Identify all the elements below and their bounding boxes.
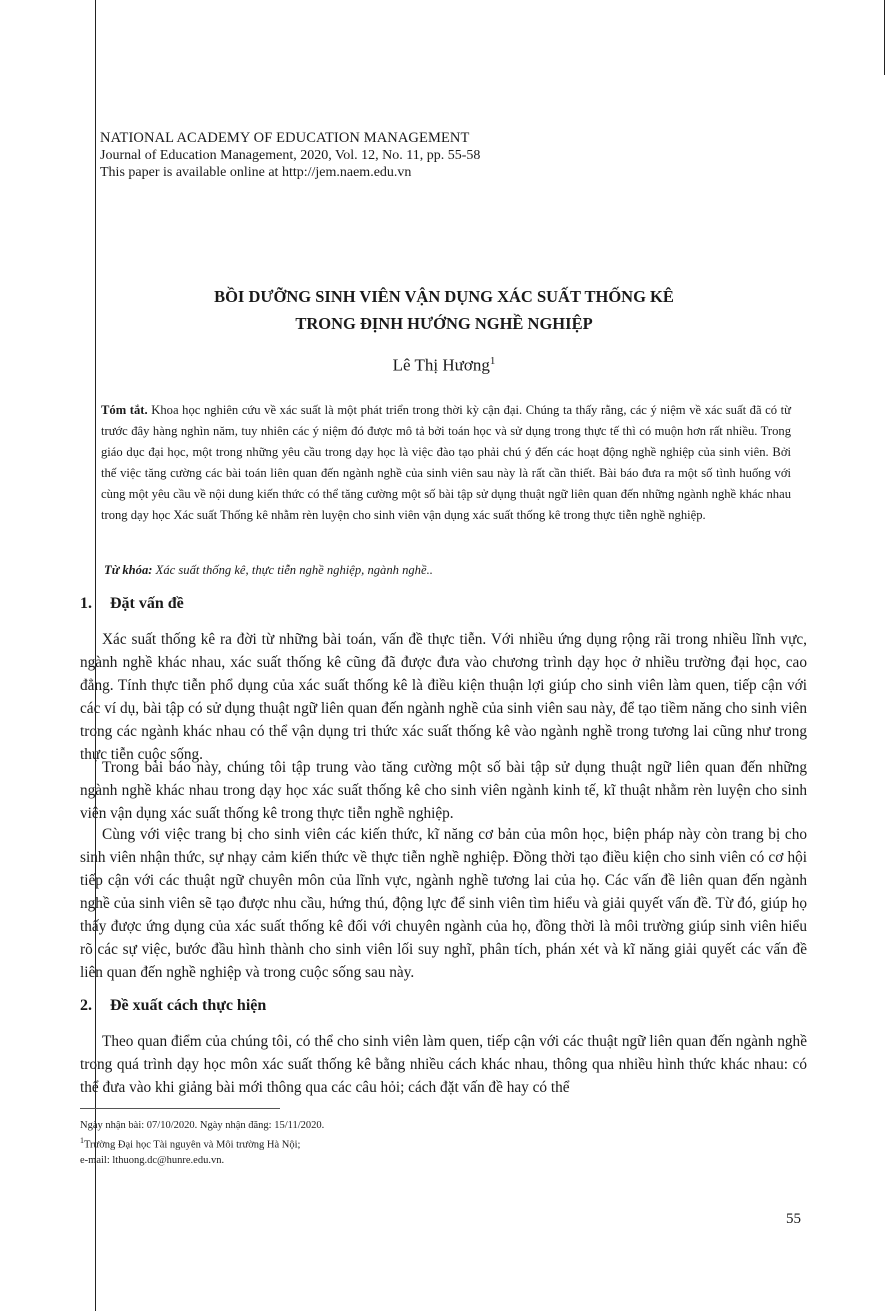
footnote-marker: 1	[80, 1136, 84, 1145]
keywords-text: Xác suất thống kê, thực tiễn nghề nghiệp, ngành nghề..	[155, 563, 433, 577]
page-number: 55	[786, 1211, 801, 1227]
journal-citation: Journal of Education Management, 2020, Vol. 12, No. 11, pp. 55-58	[100, 148, 481, 163]
section-number: 2.	[80, 997, 92, 1014]
footnote-dates: Ngày nhận bài: 07/10/2020. Ngày nhận đăng: 15/11/2020.	[80, 1120, 325, 1131]
author-text: Lê Thị Hương	[392, 355, 490, 375]
journal-header	[100, 130, 480, 181]
title-line-1: BỒI DƯỠNG SINH VIÊN VẬN DỤNG XÁC SUẤT THỐNG KÊ	[214, 287, 674, 306]
scan-line-top-right	[884, 0, 885, 75]
journal-availability: This paper is available online at http://jem.naem.edu.vn	[100, 165, 412, 180]
section-heading-1	[80, 595, 184, 613]
footnote-rule	[80, 1108, 280, 1109]
abstract-text: Khoa học nghiên cứu về xác suất là một phát triển trong thời kỳ cận đại. Chúng ta thấy rằng, các ý niệm về xác suất đã có từ trước đây hàng nghìn năm, tuy nhiên các ý niệm đó được mô tả bởi toán học và sử dụng trong thực tế thì có muộn hơn rất nhiều. Trong giáo dục đại học, một trong những yêu cầu trong dạy học là việc đào tạo phải chú ý đến các hoạt động nghề nghiệp của sinh viên. Bởi thế việc tăng cường các bài toán liên quan đến ngành nghề của sinh viên sau này là rất cần thiết. Bài báo đưa ra một số tình huống với cùng một yêu cầu về nội dung kiến thức có thể tăng cường một số bài tập sử dụng thuật ngữ liên quan đến những ngành nghề khác nhau trong dạy học Xác suất Thống kê nhằm rèn luyện cho sinh viên vận dụng xác suất thống kê trong thực tiễn nghề nghiệp.	[101, 403, 792, 522]
paragraph: Theo quan điểm của chúng tôi, có thể cho sinh viên làm quen, tiếp cận với các thuật ngữ liên quan đến ngành nghề trong quá trình dạy học môn xác suất thống kê bằng nhiều cách khác nhau, thông qua nhiều hình thức khác nhau: có thể đưa vào khi giảng bài mới thông qua các câu hỏi; cách đặt vấn đề hay có thể	[80, 1033, 807, 1096]
footnotes	[80, 1118, 580, 1168]
footnote-email: e-mail: lthuong.dc@hunre.edu.vn.	[80, 1154, 225, 1166]
footnote-affiliation	[80, 1133, 580, 1153]
paragraph: Cùng với việc trang bị cho sinh viên các kiến thức, kĩ năng cơ bản của môn học, biện pháp này còn trang bị cho sinh viên nhận thức, sự nhạy cảm kiến thức về thực tiễn nghề nghiệp. Đồng thời tạo điều kiện cho sinh viên có cơ hội tiếp cận với các thuật ngữ chuyên môn của lĩnh vực, ngành nghề tương lai của họ. Các vấn đề liên quan đến ngành nghề của sinh viên sẽ tạo được nhu cầu, hứng thú, động lực để sinh viên tìm hiểu và giải quyết vấn đề. Từ đó, giúp họ thấy được ứng dụng của xác suất thống kê đối với chuyên ngành của họ, đồng thời là môi trường giúp sinh viên hiểu rõ các sự việc, bước đầu hình thành cho sinh viên lối suy nghĩ, phân tích, phán xét và kĩ năng giải quyết các vấn đề liên quan đến nghề nghiệp và trong cuộc sống sau này.	[80, 826, 807, 981]
title-line-2: TRONG ĐỊNH HƯỚNG NGHỀ NGHIỆP	[295, 314, 593, 333]
affiliation-text: Trường Đại học Tài nguyên và Môi trường Hà Nội;	[84, 1139, 301, 1151]
section-title: Đề xuất cách thực hiện	[110, 997, 267, 1014]
author-affiliation-marker: 1	[489, 355, 496, 367]
academy-name: NATIONAL ACADEMY OF EDUCATION MANAGEMENT	[100, 130, 470, 146]
abstract-label: Tóm tắt.	[101, 403, 148, 417]
section-number: 1.	[80, 595, 92, 612]
paragraph: Trong bài báo này, chúng tôi tập trung vào tăng cường một số bài tập sử dụng thuật ngữ liên quan đến những ngành nghề khác nhau trong dạy học xác suất thống kê cho sinh viên ngành kinh tế, kĩ thuật nhằm rèn luyện cho sinh viên vận dụng xác suất thống kê trong thực tiễn nghề nghiệp.	[80, 759, 807, 822]
abstract	[101, 400, 791, 526]
keywords	[104, 563, 794, 578]
paragraph: Xác suất thống kê ra đời từ những bài toán, vấn đề thực tiễn. Với nhiều ứng dụng rộng rãi trong nhiều lĩnh vực, ngành nghề khác nhau, xác suất thống kê cũng đã được đưa vào chương trình dạy học ở nhiều trường đại học, cao đẳng. Tính thực tiễn phổ dụng của xác suất thống kê là điều kiện thuận lợi giúp cho sinh viên làm quen, tiếp cận với các ví dụ, bài tập có sử dụng thuật ngữ liên quan đến ngành nghề của sinh viên sau này, để tạo tiềm năng cho sinh viên trong các ngành khác nhau có thể vận dụng tri thức xác suất thống kê vào ngành nghề trong tương lai cũng như trong thực tiễn cuộc sống.	[80, 631, 807, 763]
keywords-label: Từ khóa:	[104, 563, 153, 577]
author-name	[0, 355, 888, 376]
section-title: Đặt vấn đề	[110, 595, 184, 612]
article-title	[0, 283, 888, 337]
section-heading-2	[80, 997, 266, 1015]
